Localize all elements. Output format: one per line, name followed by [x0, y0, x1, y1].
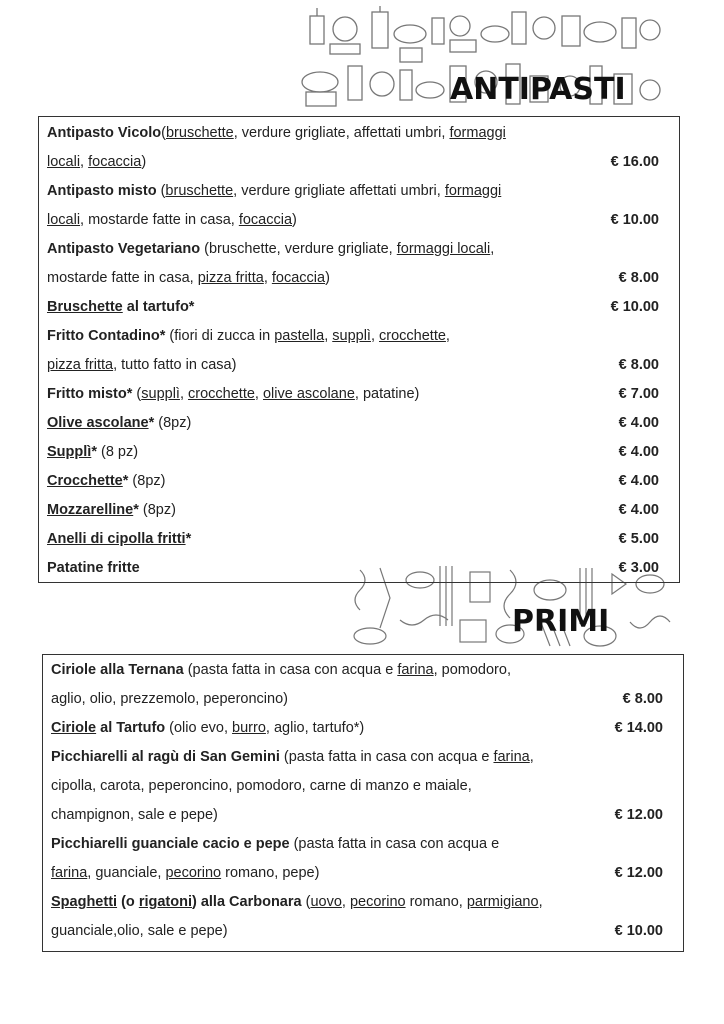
price: € 3.00	[618, 560, 659, 576]
menu-line: Fritto Contadino* (fiori di zucca in pastella, supplì, crocchette,	[47, 328, 450, 344]
menu-line: Crocchette* (8pz) € 4.00	[47, 467, 659, 496]
menu-line: Picchiarelli guanciale cacio e pepe (pasta fatta in casa con acqua e	[51, 836, 500, 852]
menu-line: Spaghetti (o rigatoni) alla Carbonara (uovo, pecorino romano, parmigiano,	[51, 894, 543, 910]
menu-line: Ciriole alla Ternana (pasta fatta in casa con acqua e farina, pomodoro,	[51, 662, 511, 678]
menu-line: locali, mostarde fatte in casa, focaccia) € 10.00	[47, 206, 659, 235]
price: € 8.00	[618, 270, 659, 286]
menu-line: Ciriole al Tartufo (olio evo, burro, aglio, tartufo*) € 14.00	[51, 714, 663, 743]
menu-line: Antipasto Vicolo(bruschette, verdure grigliate, affettati umbri, formaggi	[47, 125, 506, 141]
price: € 14.00	[614, 720, 663, 736]
antipasti-title: ANTIPASTI	[450, 72, 626, 107]
menu-line: aglio, olio, prezzemolo, peperoncino) € 8.00	[51, 685, 663, 714]
price: € 4.00	[618, 502, 659, 518]
menu-line: farina, guanciale, pecorino romano, pepe) € 12.00	[51, 859, 663, 888]
menu-line: Picchiarelli al ragù di San Gemini (pasta fatta in casa con acqua e farina,	[51, 749, 534, 765]
menu-line: champignon, sale e pepe) € 12.00	[51, 801, 663, 830]
price: € 5.00	[618, 531, 659, 547]
price: € 10.00	[614, 923, 663, 939]
menu-line: Bruschette al tartufo* € 10.00	[47, 293, 659, 322]
price: € 12.00	[614, 807, 663, 823]
menu-line: mostarde fatte in casa, pizza fritta, focaccia) € 8.00	[47, 264, 659, 293]
price: € 8.00	[618, 357, 659, 373]
menu-line: locali, focaccia) € 16.00	[47, 148, 659, 177]
menu-line: Olive ascolane* (8pz) € 4.00	[47, 409, 659, 438]
menu-line: Fritto misto* (supplì, crocchette, olive ascolane, patatine) € 7.00	[47, 380, 659, 409]
price: € 10.00	[610, 212, 659, 228]
price: € 16.00	[610, 154, 659, 170]
primi-menu-box	[42, 654, 684, 952]
price: € 8.00	[622, 691, 663, 707]
menu-line: guanciale,olio, sale e pepe) € 10.00	[51, 917, 663, 946]
menu-line: Anelli di cipolla fritti* € 5.00	[47, 525, 659, 554]
menu-line: Supplì* (8 pz) € 4.00	[47, 438, 659, 467]
menu-line: pizza fritta, tutto fatto in casa) € 8.00	[47, 351, 659, 380]
price: € 10.00	[610, 299, 659, 315]
price: € 12.00	[614, 865, 663, 881]
antipasti-menu-box	[38, 116, 680, 583]
price: € 7.00	[618, 386, 659, 402]
price: € 4.00	[618, 415, 659, 431]
price: € 4.00	[618, 473, 659, 489]
menu-line: Mozzarelline* (8pz) € 4.00	[47, 496, 659, 525]
menu-line: Patatine fritte € 3.00	[47, 554, 659, 583]
menu-line: cipolla, carota, peperoncino, pomodoro, carne di manzo e maiale,	[51, 778, 472, 794]
price: € 4.00	[618, 444, 659, 460]
primi-title: PRIMI	[512, 604, 610, 639]
menu-line: Antipasto Vegetariano (bruschette, verdure grigliate, formaggi locali,	[47, 241, 495, 257]
menu-line: Antipasto misto (bruschette, verdure grigliate affettati umbri, formaggi	[47, 183, 502, 199]
